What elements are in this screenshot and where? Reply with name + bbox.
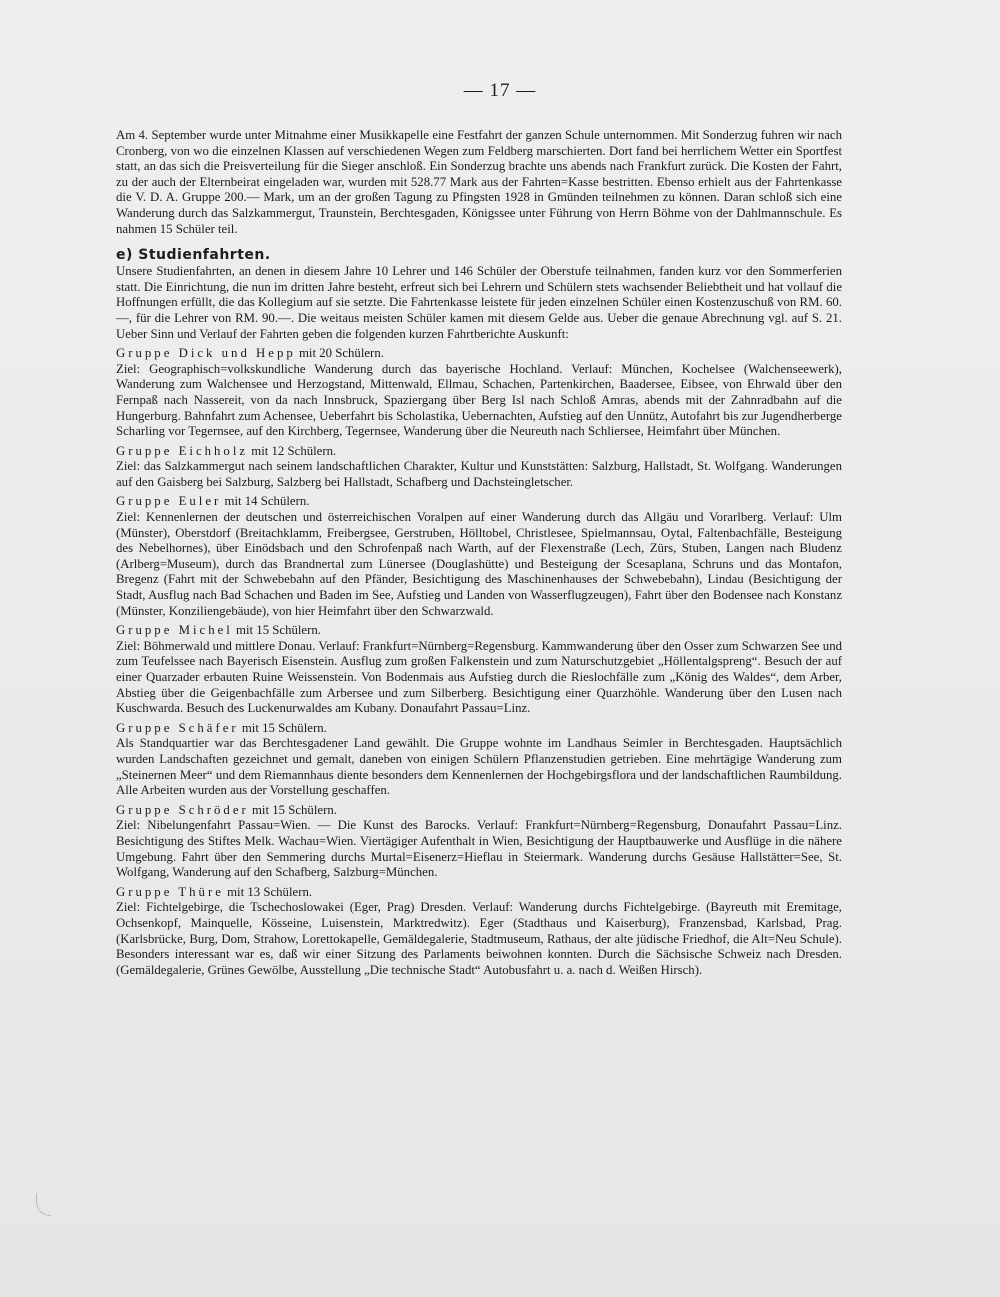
group-description: Ziel: Kennenlernen der deutschen und österreichischen Voralpen auf einer Wanderung durch das Allgäu und Vorarlberg. Verlauf: Ulm (Münster), Oberstdorf (Breitachklamm, Freibergsee, Gerstruben, Hölltobel, Christlesee, Spielmannsau, Oytal, Faltenbachfälle, Besteigung des Nebelhornes), über Einödsbach und den Schrofenpaß nach Warth, auf der Flexenstraße (Lech, Zürs, Stuben, Langen nach Bludenz (Arlberg=Museum), durch das Brandnertal zum Lünersee (Douglashütte) und Besteigung der Scesaplana, Schruns und das Montafon, Bregenz (Fahrt mit der Schwebebahn auf den Pfänder, Besichtigung des Maschinenhauses der Schwebebahn), Lindau (Besichtigung der Stadt, Ausflug nach Bad Schachen und Baden im See, Aufstieg und Landen von Wasserflugzeugen), Fahrt über den Bodensee nach Konstanz (Münster, Konziliengebäude), von hier Heimfahrt über den Schwarzwald. — [116, 510, 842, 618]
group-entry — [116, 494, 842, 619]
group-entry — [116, 803, 842, 881]
group-entry — [116, 721, 842, 799]
group-description: Ziel: Geographisch=volkskundliche Wanderung durch das bayerische Hochland. Verlauf: München, Kochelsee (Walchenseewerk), Wanderung zum Walchensee und Herzogstand, Mittenwald, Ellmau, Schachen, Partenkirchen, Baadersee, Eibsee, von Ehrwald über den Fernpaß nach Nassereit, von da nach Innsbruck, Spaziergang über Berg Isl nach Schloß Amras, abends mit der Zahnradbahn auf die Hungerburg. Bahnfahrt zum Achensee, Ueberfahrt bis Scholastika, Uebernachten, Aufstieg auf den Unnütz, Autofahrt bis zur Jugendherberge Scharling vor Tegernsee, auf den Kirchberg, Tegernsee, Wanderung über die Neureuth nach Schliersee, Heimfahrt über München. — [116, 361, 842, 439]
section-paragraph: Unsere Studienfahrten, an denen in diesem Jahre 10 Lehrer und 146 Schüler der Oberstufe teilnahmen, fanden kurz vor den Sommerferien statt. Die Einrichtung, die nun im dritten Jahre besteht, erfreut sich bei Lehrern und Schülern stets wachsender Beliebtheit und hat vollauf die Hoffnungen erfüllt, die das Kollegium auf sie setzte. Die Fahrtenkasse leistete für jeden einzelnen Schüler einen Kostenzuschuß von RM. 60.—, für die Lehrer von RM. 90.—. Die weitaus meisten Schüler kamen mit diesem Gelde aus. Ueber die genaue Abrechnung vgl. auf S. 21. Ueber Sinn und Verlauf der Fahrten geben die folgenden kurzen Fahrtberichte Auskunft: — [116, 264, 842, 341]
group-size: mit 15 Schülern. — [232, 623, 321, 638]
group-title — [116, 346, 842, 362]
group-size: mit 15 Schülern. — [238, 720, 327, 735]
group-name: Gruppe Eichholz — [116, 443, 249, 458]
group-description: Ziel: das Salzkammergut nach seinem landschaftlichen Charakter, Kultur und Kunststätten: Salzburg, Hallstadt, St. Wolfgang. Wanderungen auf den Gaisberg bei Salzburg, Salzberg bei Hallstadt, Schafberg und Dachsteingletscher. — [116, 459, 842, 489]
group-size: mit 15 Schülern. — [248, 802, 337, 817]
group-description: Ziel: Nibelungenfahrt Passau=Wien. — Die Kunst des Barocks. Verlauf: Frankfurt=Nürnberg=Regensburg, Donaufahrt Passau=Linz. Besichtigung des Stiftes Melk. Wachau=Wien. Viertägiger Aufenthalt in Wien, Besichtigung der Hauptbauwerke und Ausflüge in die nähere Umgebung. Fahrt über den Semmering durchs Murtal=Eisenerz=Hieflau in Steiermark. Wanderung durchs Gesäuse Hallstätter=See, St. Wolfgang, Wanderung auf den Schafberg, Salzburg=München. — [116, 818, 842, 880]
group-entry — [116, 885, 842, 979]
group-name: Gruppe Dick und Hepp — [116, 346, 296, 361]
group-description: Ziel: Fichtelgebirge, die Tschechoslowakei (Eger, Prag) Dresden. Verlauf: Wanderung durchs Fichtelgebirge. (Bayreuth mit Eremitage, Ochsenkopf, Mainquelle, Kösseine, Luisenstein, Marktredwitz). Eger (Stadthaus und Kaiserburg), Franzensbad, Karlsbad, Prag. (Karlsbrücke, Burg, Dom, Strahow, Lorettokapelle, Gemäldegalerie, Stadtmuseum, Rathaus, der alte jüdische Friedhof, die Alt=Neu Schule). Besonders interessant war es, daß wir einer Sitzung des Parlaments beiwohnen konnten. Durch die Sächsische Schweiz nach Dresden. (Gemäldegalerie, Grünes Gewölbe, Ausstellung „Die technische Stadt“ Autobusfahrt u. a. nach d. Weißen Hirsch). — [116, 900, 842, 977]
group-title — [116, 885, 842, 901]
group-name: Gruppe Schröder — [116, 802, 249, 817]
group-size: mit 20 Schülern. — [295, 346, 384, 361]
group-name: Gruppe Euler — [116, 494, 222, 509]
page-number: — 17 — — [463, 80, 537, 101]
body-text — [116, 128, 842, 978]
group-title — [116, 623, 842, 639]
group-description: Als Standquartier war das Berchtesgadener Land gewählt. Die Gruppe wohnte im Landhaus Seimler in Berchtesgaden. Hauptsächlich wurden Landschaften gezeichnet und gemalt, daneben von einigen Schülern Pflanzenstudien getrieben. Eine mehrtägige Wanderung zum „Steinernen Meer“ und dem Riemannhaus diente besonders dem Kennenlernen der Hochgebirgsflora und der landschaftlichen Raumbildung. Alle Arbeiten wurden aus der Vorstellung geschaffen. — [116, 736, 842, 798]
section-heading: e) Studienfahrten. — [116, 247, 271, 264]
group-size: mit 14 Schülern. — [221, 494, 310, 509]
group-entry — [116, 444, 842, 491]
group-name: Gruppe Thüre — [116, 884, 224, 899]
group-name: Gruppe Michel — [116, 623, 233, 638]
group-title — [116, 721, 842, 737]
group-entry — [116, 346, 842, 440]
group-title — [116, 444, 842, 460]
group-size: mit 12 Schülern. — [248, 443, 337, 458]
scan-margin-mark — [36, 1193, 51, 1216]
intro-paragraph: Am 4. September wurde unter Mitnahme einer Musikkapelle eine Festfahrt der ganzen Schule unternommen. Mit Sonderzug fuhren wir nach Cronberg, von wo die einzelnen Klassen auf verschiedenen Wegen zum Feldberg marschierten. Dort fand bei herrlichem Wetter ein Sportfest statt, an das sich die Preisverteilung für die Sieger anschloß. Ein Sonderzug brachte uns abends nach Frankfurt zurück. Die Kosten der Fahrt, zu der auch der Elternbeirat eingeladen war, wurden mit 528.77 Mark aus der Fahrten=Kasse bestritten. Ebenso erhielt aus der Fahrtenkasse die V. D. A. Gruppe 200.— Mark, um an der großen Tagung zu Pfingsten 1928 in Gmünden teilnehmen zu können. Daran schloß sich eine Wanderung durch das Salzkammergut, Traunstein, Berchtesgaden, Königssee unter Führung von Herrn Böhme von der Dahlmannschule. Es nahmen 15 Schüler teil. — [116, 128, 842, 236]
group-entry — [116, 623, 842, 717]
group-title — [116, 803, 842, 819]
group-description: Ziel: Böhmerwald und mittlere Donau. Verlauf: Frankfurt=Nürnberg=Regensburg. Kammwanderung über den Osser zum Schwarzen See und zum Teufelssee nach Bayerisch Eisenstein. Ausflug zum großen Falkenstein und zum Naturschutzgebiet „Höllentalgspreng“. Besuch der auf einer Quarzader erbauten Ruine Weissenstein. Von Bodenmais aus Aufstieg durch die Rieslochfälle zum „König des Waldes“, dem Arber, Abstieg über die Geigenbachfälle zum Arbersee und zum Silberberg. Besichtigung einer Quarzhöhle. Wanderung über den Lusen nach Kuschwarda. Besuch des Luckenurwaldes am Kubany. Donaufahrt Passau=Linz. — [116, 638, 842, 716]
group-name: Gruppe Schäfer — [116, 720, 239, 735]
group-size: mit 13 Schülern. — [223, 884, 313, 899]
group-title — [116, 494, 842, 510]
